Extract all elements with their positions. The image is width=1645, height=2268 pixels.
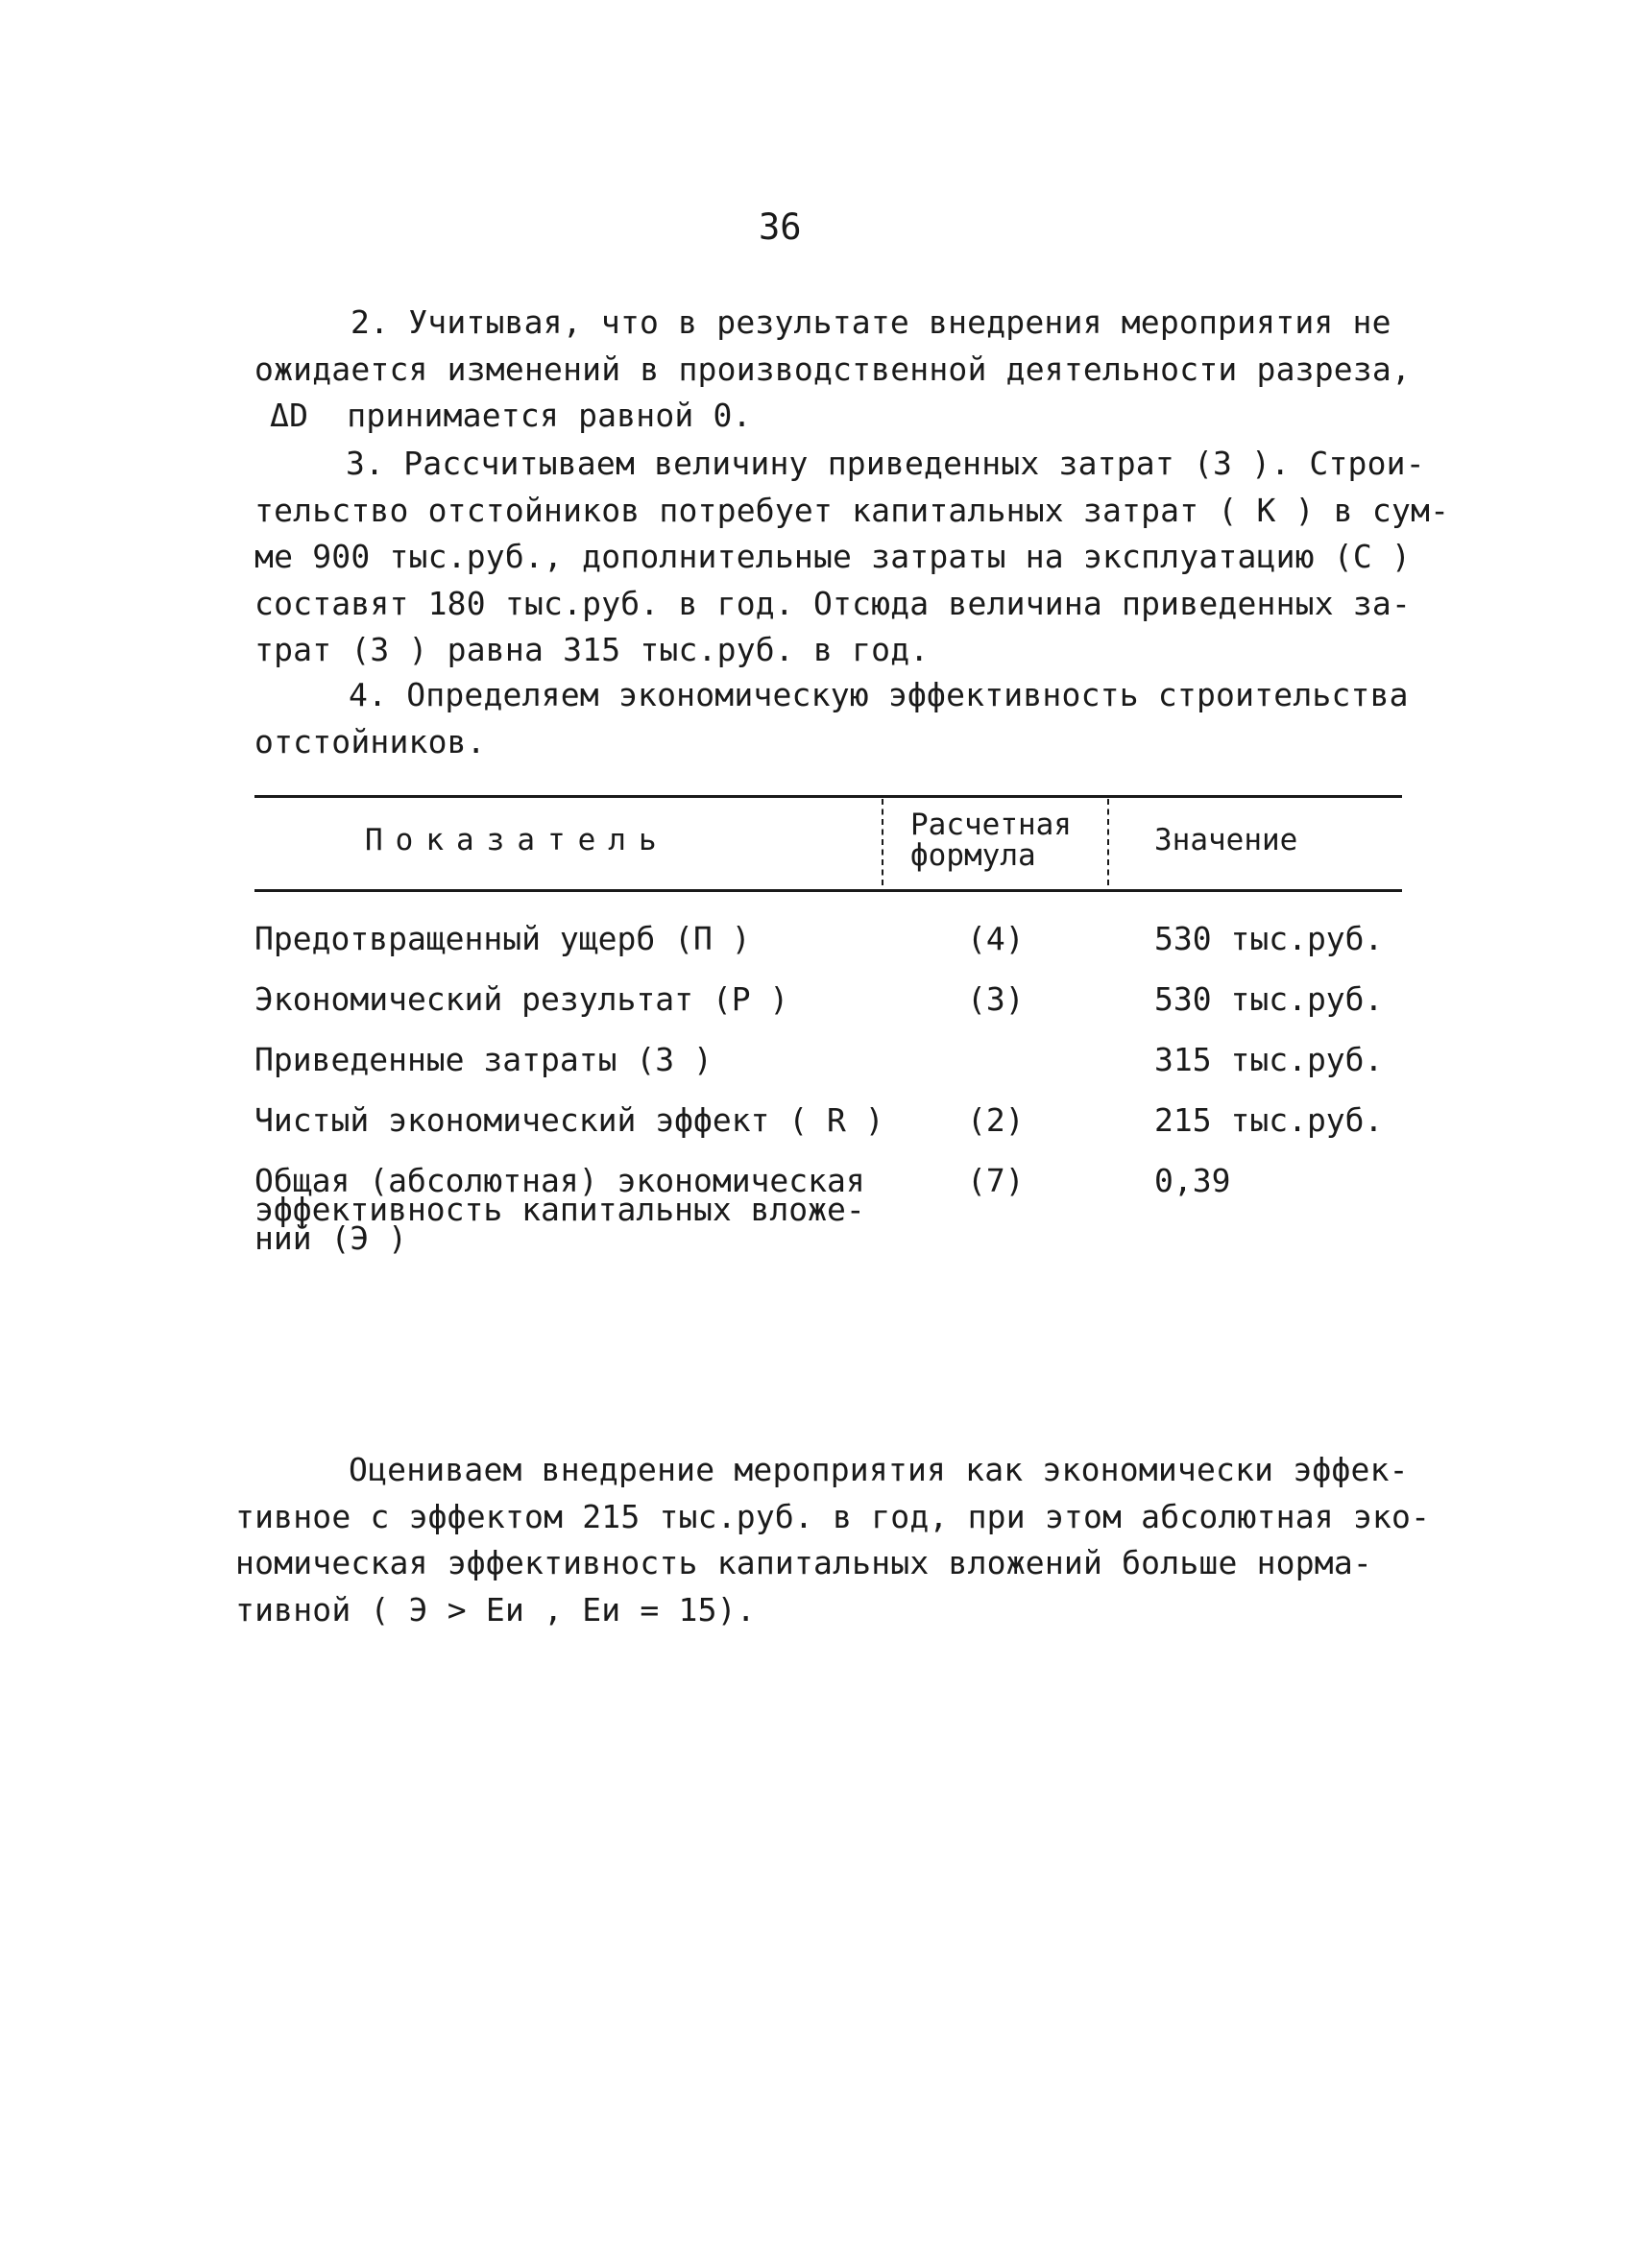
text-line: тивное с эффектом 215 тыс.руб. в год, при этом абсолютная эко-: [235, 1497, 1431, 1535]
text-line: ΔD принимается равной 0.: [270, 397, 752, 434]
header-formula: Расчетная формула: [910, 808, 1072, 873]
page-number: 36: [759, 206, 802, 248]
paragraph-4: [254, 672, 1421, 765]
row-indicator: Общая (абсолютная) экономическая эффективность капитальных вложе- ний (Э ): [254, 1162, 865, 1257]
row-indicator: Приведенные затраты (З ): [254, 1041, 713, 1078]
row-indicator: Экономический результат (Р ): [254, 980, 789, 1018]
text-line: трат (З ) равна 315 тыс.руб. в год.: [254, 631, 930, 668]
text-line: ожидается изменений в производственной деятельности разреза,: [254, 350, 1412, 388]
row-value: 315 тыс.руб.: [1154, 1041, 1384, 1078]
text-line: 3. Рассчитываем величину приведенных затрат (З ). Строи-: [346, 445, 1425, 482]
text-line: отстойников.: [254, 722, 486, 760]
row-value: 0,39: [1154, 1162, 1231, 1199]
text-line: Оцениваем внедрение мероприятия как экономически эффек-: [349, 1451, 1409, 1488]
paragraph-3: [254, 441, 1450, 674]
conclusion-paragraph: [235, 1447, 1431, 1633]
text-line: составят 180 тыс.руб. в год. Отсюда величина приведенных за-: [254, 584, 1412, 622]
row-indicator: Чистый экономический эффект ( R ): [254, 1101, 884, 1139]
table-top-rule: [254, 795, 1402, 798]
column-separator: [1107, 799, 1109, 885]
header-indicator: Показатель: [365, 823, 669, 857]
row-indicator: Предотвращенный ущерб (П ): [254, 920, 751, 957]
row-value: 530 тыс.руб.: [1154, 920, 1384, 957]
row-formula: (2): [967, 1101, 1025, 1139]
text-line: номическая эффективность капитальных вложений больше норма-: [235, 1544, 1372, 1581]
text-line: 2. Учитывая, что в результате внедрения мероприятия не: [351, 303, 1391, 341]
column-separator: [882, 799, 883, 885]
text-line: 4. Определяем экономическую эффективность строительства: [349, 676, 1409, 713]
row-value: 215 тыс.руб.: [1154, 1101, 1384, 1139]
header-value: Значение: [1154, 823, 1298, 857]
row-formula: (4): [967, 920, 1025, 957]
table-header-rule: [254, 889, 1402, 892]
row-formula: (7): [967, 1162, 1025, 1199]
row-formula: (3): [967, 980, 1025, 1018]
text-line: ме 900 тыс.руб., дополнительные затраты на эксплуатацию (С ): [254, 538, 1412, 575]
text-line: тельство отстойников потребует капитальных затрат ( К ) в сум-: [254, 491, 1450, 529]
row-value: 530 тыс.руб.: [1154, 980, 1384, 1018]
text-line: тивной ( Э > Еи , Еи = 15).: [235, 1590, 756, 1629]
paragraph-2: [254, 300, 1421, 440]
